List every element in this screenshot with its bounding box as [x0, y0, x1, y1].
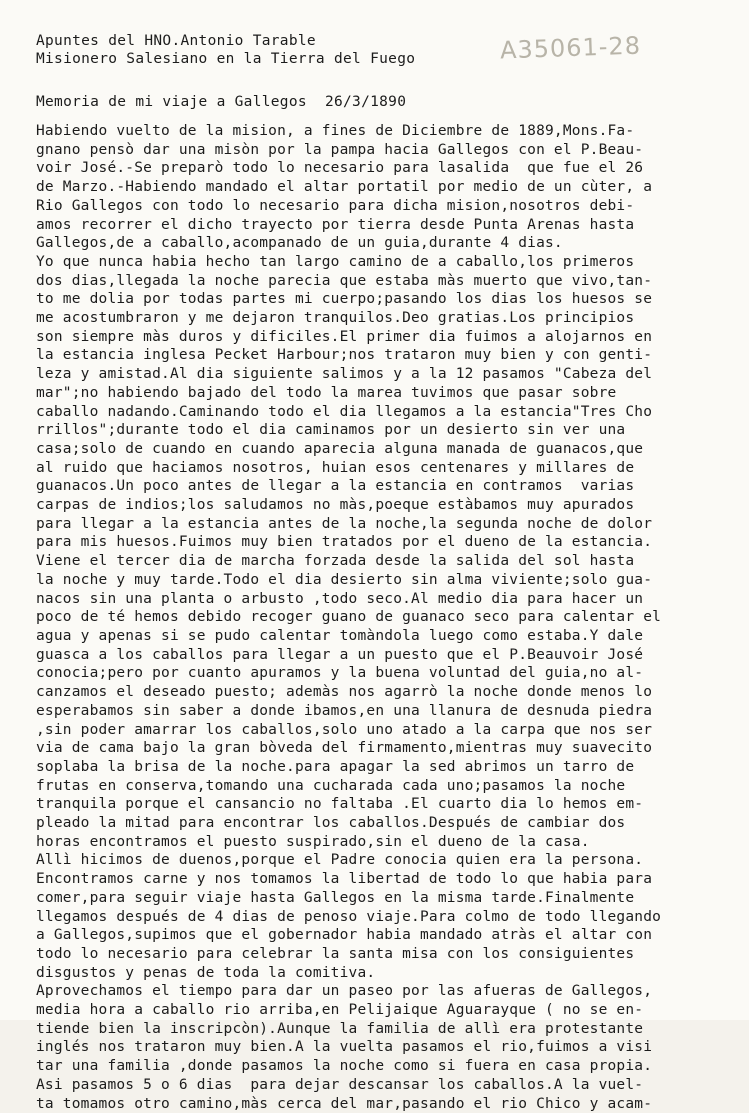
text-line: inglés nos trataron muy bien.A la vuelta pasamos el rio,fuimos a visi	[36, 1039, 653, 1056]
text-line: Habiendo vuelto de la mision, a fines de Diciembre de 1889,Mons.Fa-	[36, 123, 635, 139]
text-line: canzamos el deseado puesto; ademàs nos agarrò la noche donde menos lo	[36, 684, 653, 701]
text-line: para mis huesos.Fuimos muy bien tratados por el dueno de la estancia.	[36, 534, 653, 551]
text-line: frutas en conserva,tomando una cucharada cada uno;pasamos la noche	[36, 777, 626, 794]
text-line: caballo nadando.Caminando todo el dia llegamos a la estancia"Tres Cho	[36, 403, 653, 420]
text-line: leza y amistad.Al dia siguiente salimos y a la 12 pasamos "Cabeza del	[36, 366, 653, 383]
memoir-body	[36, 122, 726, 1113]
text-line: Encontramos carne y nos tomamos la libertad de todo lo que habia para	[36, 871, 653, 888]
text-line: poco de té hemos debido recoger guano de guanaco seco para calentar el	[36, 609, 662, 626]
text-line: a Gallegos,supimos que el gobernador habia mandado atràs el altar con	[36, 927, 653, 944]
text-line: nacos sin una planta o arbusto ,todo seco.Al medio dia para hacer un	[36, 590, 644, 607]
text-line: son siempre màs duros y dificiles.El primer dia fuimos a alojarnos en	[36, 328, 653, 345]
text-line: al ruido que haciamos nosotros, huian esos centenares y millares de	[36, 459, 635, 476]
text-line: me acostumbraron y me dejaron tranquilos.Deo gratias.Los principios	[36, 310, 635, 327]
text-line: dos dias,llegada la noche parecia que estaba màs muerto que vivo,tan-	[36, 272, 653, 289]
text-line: Yo que nunca habia hecho tan largo camino de a caballo,los primeros	[36, 253, 635, 270]
text-line: via de cama bajo la gran bòveda del firmamento,mientras muy suavecito	[36, 740, 653, 757]
text-line: de Marzo.-Habiendo mandado el altar portatil por medio de un cùter, a	[36, 179, 653, 196]
text-line: la noche y muy tarde.Todo el dia desierto sin alma viviente;solo gua-	[36, 571, 653, 588]
text-line: Allì hicimos de duenos,porque el Padre conocia quien era la persona.	[36, 852, 644, 869]
text-line: gnano pensò dar una misòn por la pampa hacia Gallegos con el P.Beau-	[36, 141, 644, 158]
header-role-line: Misionero Salesiano en la Tierra del Fuego	[36, 51, 416, 67]
text-line: soplaba la brisa de la noche.para apagar la sed abrimos un tarro de	[36, 758, 635, 775]
text-line: Gallegos,de a caballo,acompanado de un guia,durante 4 dias.	[36, 235, 563, 252]
text-line: Aprovechamos el tiempo para dar un paseo por las afueras de Gallegos,	[36, 983, 653, 1000]
text-line: tiende bien la inscripcòn).Aunque la familia de allì era protestante	[36, 1020, 644, 1037]
text-line: tranquila porque el cansancio no faltaba .El cuarto dia lo hemos em-	[36, 796, 644, 813]
text-line: comer,para seguir viaje hasta Gallegos en la misma tarde.Finalmente	[36, 889, 635, 906]
text-line: todo lo necesario para celebrar la santa misa con los consiguientes	[36, 945, 635, 962]
text-line: horas encontramos el puesto suspirado,sin el dueno de la casa.	[36, 833, 590, 850]
text-line: disgustos y penas de toda la comitiva.	[36, 964, 376, 981]
text-line: ,sin poder amarrar los caballos,solo uno atado a la carpa que nos ser	[36, 721, 653, 738]
document-header	[36, 32, 415, 68]
text-line: agua y apenas si se pudo calentar tomàndola luego como estaba.Y dale	[36, 627, 644, 644]
text-line: mar";no habiendo bajado del todo la marea tuvimos que pasar sobre	[36, 384, 617, 401]
text-line: voir José.-Se preparò todo lo necesario para lasalida que fue el 26	[36, 160, 644, 177]
text-line: media hora a caballo rio arriba,en Pelijaique Aguarayque ( no se en-	[36, 1002, 644, 1019]
text-line: rrillos";durante todo el dia caminamos por un desierto sin ver una	[36, 422, 626, 439]
text-line: Rio Gallegos con todo lo necesario para dicha mision,nosotros debi-	[36, 197, 635, 214]
text-line: Viene el tercer dia de marcha forzada desde la salida del sol hasta	[36, 553, 635, 570]
text-line: la estancia inglesa Pecket Harbour;nos trataron muy bien y con genti-	[36, 347, 653, 364]
text-line: pleado la mitad para encontrar los caballos.Después de cambiar dos	[36, 815, 626, 832]
text-line: to me dolia por todas partes mi cuerpo;pasando los dias los huesos se	[36, 291, 653, 308]
text-line: carpas de indios;los saludamos no màs,poeque estàbamos muy apurados	[36, 497, 635, 514]
text-line: tar una familia ,donde pasamos la noche como si fuera en casa propia.	[36, 1058, 653, 1075]
text-line: guanacos.Un poco antes de llegar a la estancia en contramos varias	[36, 478, 635, 495]
text-line: para llegar a la estancia antes de la noche,la segunda noche de dolor	[36, 515, 653, 532]
header-author-line: Apuntes del HNO.Antonio Tarable	[36, 33, 316, 49]
text-line: amos recorrer el dicho trayecto por tierra desde Punta Arenas hasta	[36, 216, 635, 233]
text-line: esperabamos sin saber a donde ibamos,en una llanura de desnuda piedra	[36, 702, 653, 719]
archive-stamp: A35061-28	[499, 31, 642, 65]
memoir-title: Memoria de mi viaje a Gallegos 26/3/1890	[36, 94, 407, 110]
text-line: Asi pasamos 5 o 6 dias para dejar descansar los caballos.A la vuel-	[36, 1076, 644, 1093]
text-line: llegamos después de 4 dias de penoso viaje.Para colmo de todo llegando	[36, 908, 662, 925]
text-line: casa;solo de cuando en cuando aparecia alguna manada de guanacos,que	[36, 440, 644, 457]
text-line: conocia;pero por cuanto apuramos y la buena voluntad del guia,no al-	[36, 665, 644, 682]
text-line: ta tomamos otro camino,màs cerca del mar,pasando el rio Chico y acam-	[36, 1095, 653, 1112]
text-line: guasca a los caballos para llegar a un puesto que el P.Beauvoir José	[36, 646, 644, 663]
